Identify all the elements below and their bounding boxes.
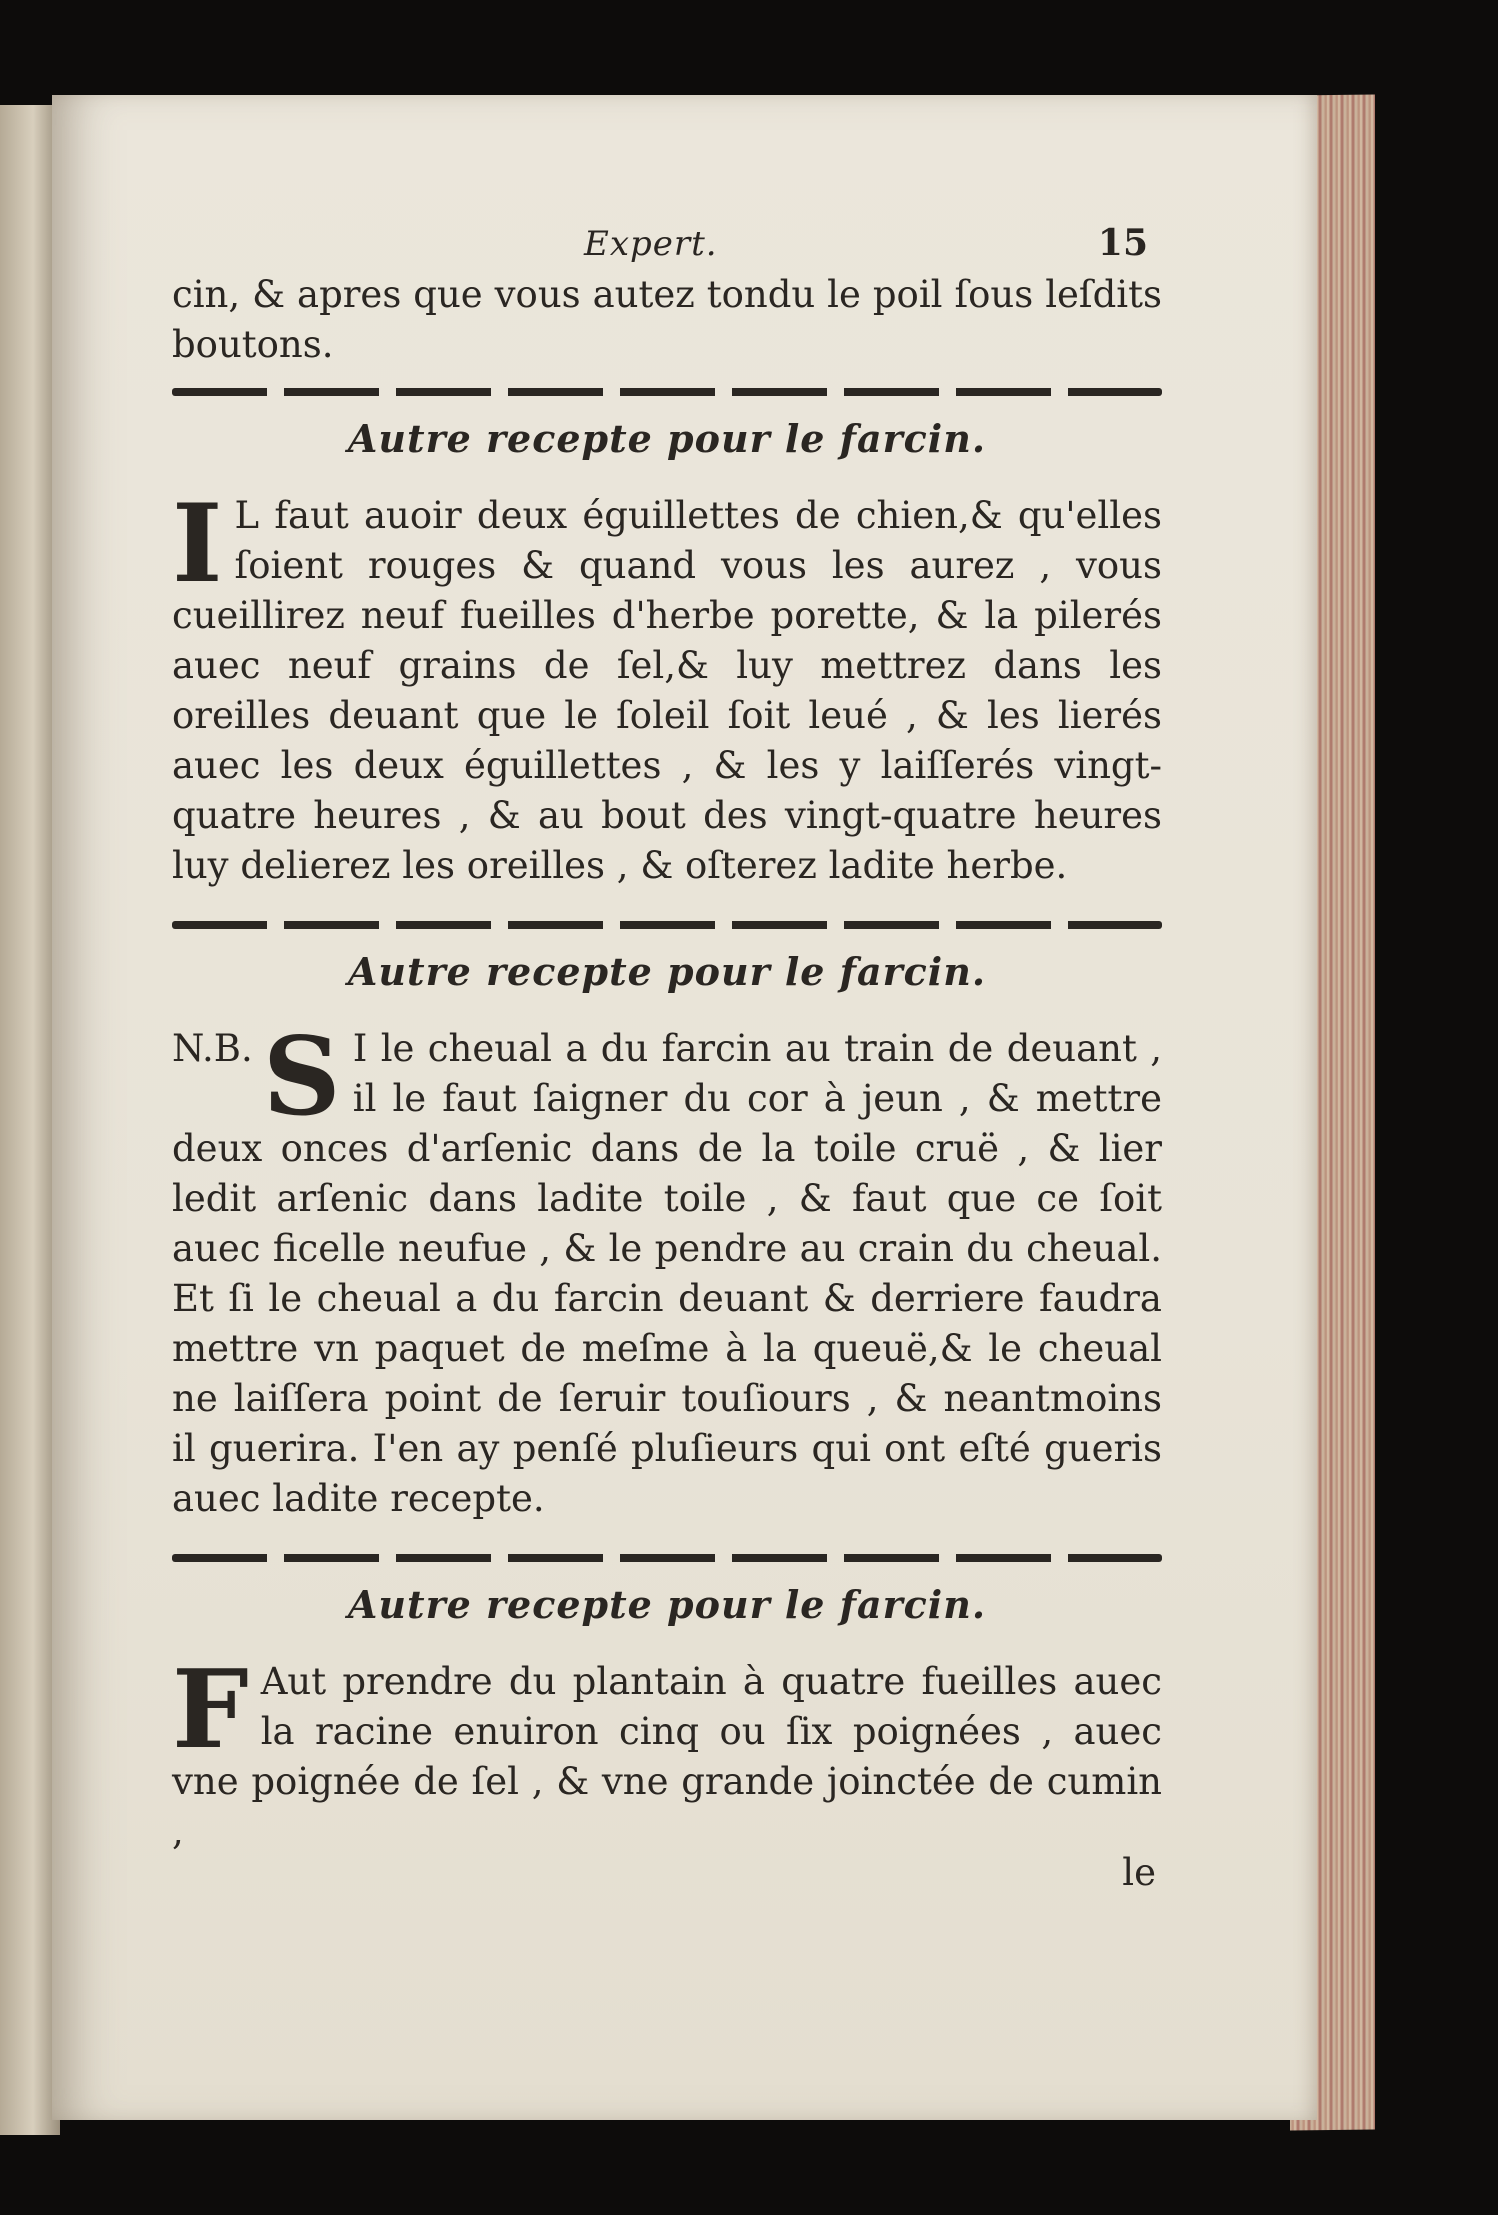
left-page-edge	[0, 105, 60, 2135]
section-divider	[172, 388, 1162, 396]
drop-cap: F	[172, 1647, 249, 1773]
section-body	[172, 1014, 1162, 1524]
section-divider	[172, 921, 1162, 929]
page-number: 15	[1097, 222, 1148, 264]
running-head	[172, 222, 1162, 270]
running-title: Expert.	[584, 224, 718, 264]
section-divider	[172, 1554, 1162, 1562]
section-heading: Autre recepte pour le farcin.	[347, 949, 987, 994]
section-body	[172, 481, 1162, 891]
drop-cap: I	[172, 481, 223, 607]
nota-bene-mark: N.B.	[172, 1027, 253, 1070]
intro-text: cin, & apres que vous autez tondu le poil ſous leſdits boutons.	[172, 273, 1162, 366]
page-content	[172, 222, 1162, 1895]
section-body	[172, 1647, 1162, 1857]
section-text: L faut auoir deux éguillettes de chien,& qu'elles ſoient rouges & quand vous les aurez , vous cueillirez neuf fueilles d'herbe porette, & la pilerés auec neuf grains de ſel,& luy mettrez dans les oreilles deuant que le ſoleil ſoit leué , & les lierés auec les deux éguillettes , & les y laiſſerés vingt-quatre heures , & au bout des vingt-quatre heures luy delierez les oreilles , & oſterez ladite herbe.	[172, 494, 1162, 887]
section-text: Aut prendre du plantain à quatre fueilles auec la racine enuiron cinq ou ſix poignées , auec vne poignée de ſel , & vne grande joinctée de cumin ,	[172, 1660, 1162, 1853]
catchword: le	[1122, 1851, 1156, 1894]
section-heading: Autre recepte pour le farcin.	[347, 416, 987, 461]
section-heading: Autre recepte pour le farcin.	[347, 1582, 987, 1627]
section-text: I le cheual a du farcin au train de deuant , il le faut ſaigner du cor à jeun , & mettre deux onces d'arſenic dans de la toile cruë , & lier ledit arſenic dans ladite toile , & faut que ce ſoit auec ficelle neufue , & le pendre au crain du cheual. Et ſi le cheual a du farcin deuant & derriere faudra mettre vn paquet de meſme à la queuë,& le cheual ne laiſſera point de ſeruir touſiours , & neantmoins il guerira. I'en ay penſé pluſieurs qui ont eſté gueris auec ladite recepte.	[172, 1027, 1162, 1520]
drop-cap: S	[262, 1014, 341, 1140]
